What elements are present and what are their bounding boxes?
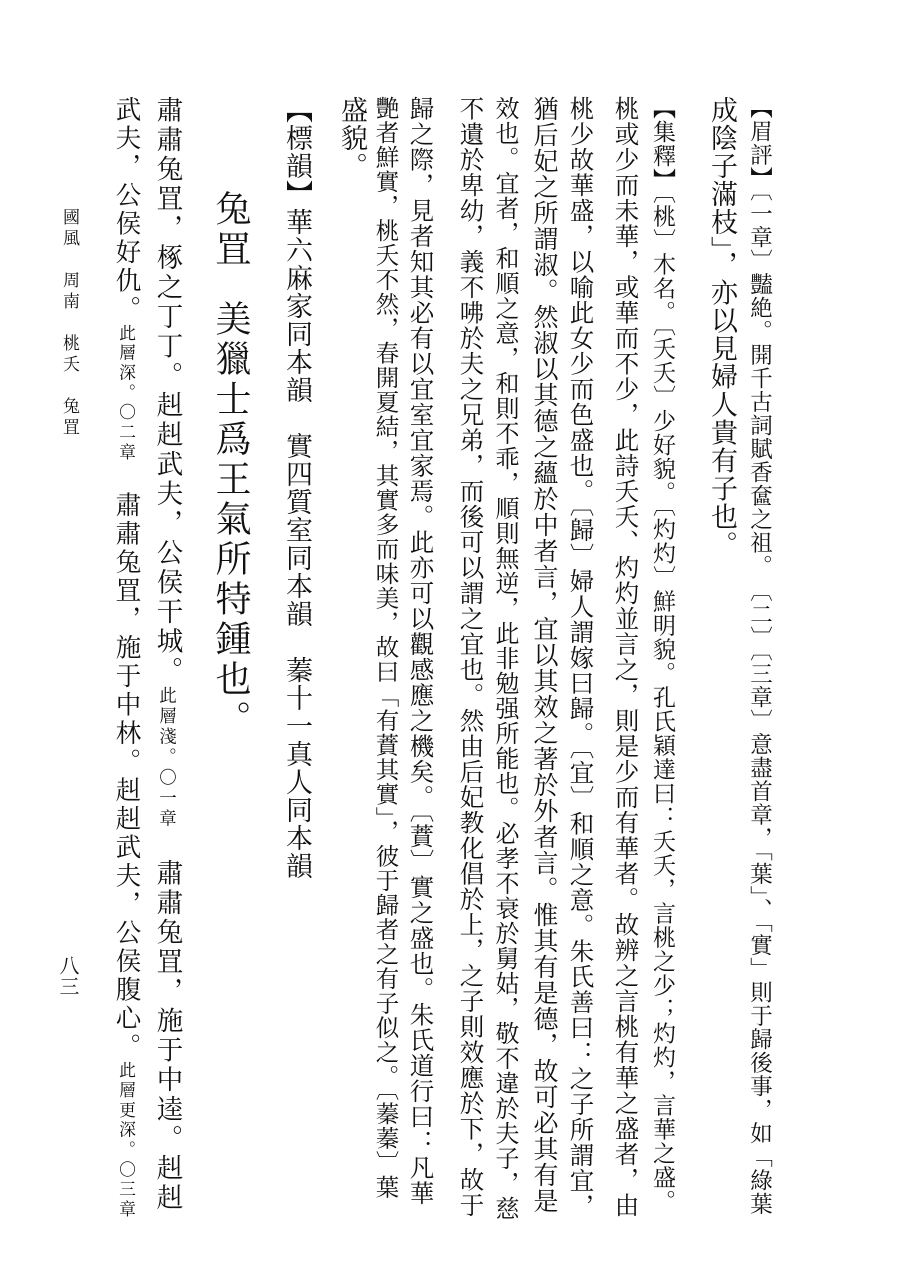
jishi-line-9: 盛貌。 bbox=[336, 96, 367, 180]
meiping-line-2: 成陰子滿枝」，亦以見婦人貴有子也。 bbox=[706, 96, 737, 559]
meiping-line-1: 【眉評】〔一章〕豔絶。開千古詞賦香奩之祖。 〔二〕〔三章〕意盡首章，「葉」、「實」則于歸後事，如「綠葉 bbox=[746, 96, 773, 1216]
poem-column-2 bbox=[111, 96, 142, 1220]
jishi-line-1: 【集釋】〔桃〕木名。〔夭夭〕少好貌。〔灼灼〕鮮明貌。孔氏穎達曰：夭夭，言桃之少；灼灼，言華之盛。 bbox=[649, 96, 675, 1214]
jishi-line-2: 桃或少而未華，或華而不少，此詩夭夭、灼灼並言之，則是少而有華者。故辨之言桃有華之盛者，由 bbox=[611, 96, 641, 1218]
jishi-line-6: 不遺於卑幼，義不咈於夫之兄弟，而後可以謂之宜也。然由后妃教化倡於上，之子則效應於下，故于 bbox=[456, 96, 486, 1218]
jishi-line-7: 歸之際，見者知其必有以宜室宜家焉。此亦可以觀感應之機矣。〔蕡〕實之盛也。朱氏道行曰：凡華 bbox=[406, 96, 436, 1206]
poem-line: 肅肅兔罝，施于中逵。赳赳 bbox=[151, 829, 183, 1213]
page-number: 八三 bbox=[56, 955, 80, 997]
jishi-line-4: 猶后妃之所謂淑。然淑以其德之蘊於中者言，宜以其效之著於外者言。惟其有是德，故可必其有是 bbox=[530, 96, 559, 1214]
jishi-line-8: 艷者鮮實，桃夭不然，春開夏結，其實多而味美，故曰「有蕡其實」，彼于歸者之有子似之。〔蓁蓁〕葉 bbox=[371, 96, 400, 1200]
layer-note: 此層深。〇二章 bbox=[116, 324, 137, 463]
poem-line: 肅肅兔罝，施于中林。赳赳武夫，公侯腹心。 bbox=[111, 462, 142, 1062]
jishi-line-3: 桃少故華盛，以喻此女少而色盛也。〔歸〕婦人謂嫁曰歸。〔宜〕和順之意。朱氏善曰：之子所謂宜， bbox=[566, 96, 596, 1219]
running-head: 國風 周南 桃夭 兔罝 bbox=[59, 208, 79, 439]
poem-subtitle: 美獵士爲王氣所特鍾也。 bbox=[210, 300, 251, 740]
layer-note: 此層淺。〇一章 bbox=[156, 686, 177, 830]
jishi-line-5: 效也。宜者，和順之意，和則不乖，順則無逆，此非勉强所能也。必孝不衰於舅姑，敬不違於夫子，慈 bbox=[491, 96, 519, 1221]
poem-title: 兔罝 bbox=[210, 190, 251, 270]
layer-note: 此層更深。〇三章 bbox=[116, 1061, 137, 1220]
poem-column-1 bbox=[151, 96, 183, 1213]
rhyme-note: 【標韻】華六麻家同本韻 實四質室同本韻 蓁十一真人同本韻 bbox=[281, 96, 312, 880]
poem-line: 武夫，公侯好仇。 bbox=[111, 96, 142, 324]
poem-line: 肅肅兔罝，椓之丁丁。赳赳武夫，公侯干城。 bbox=[151, 96, 183, 686]
poem-heading bbox=[210, 190, 251, 740]
